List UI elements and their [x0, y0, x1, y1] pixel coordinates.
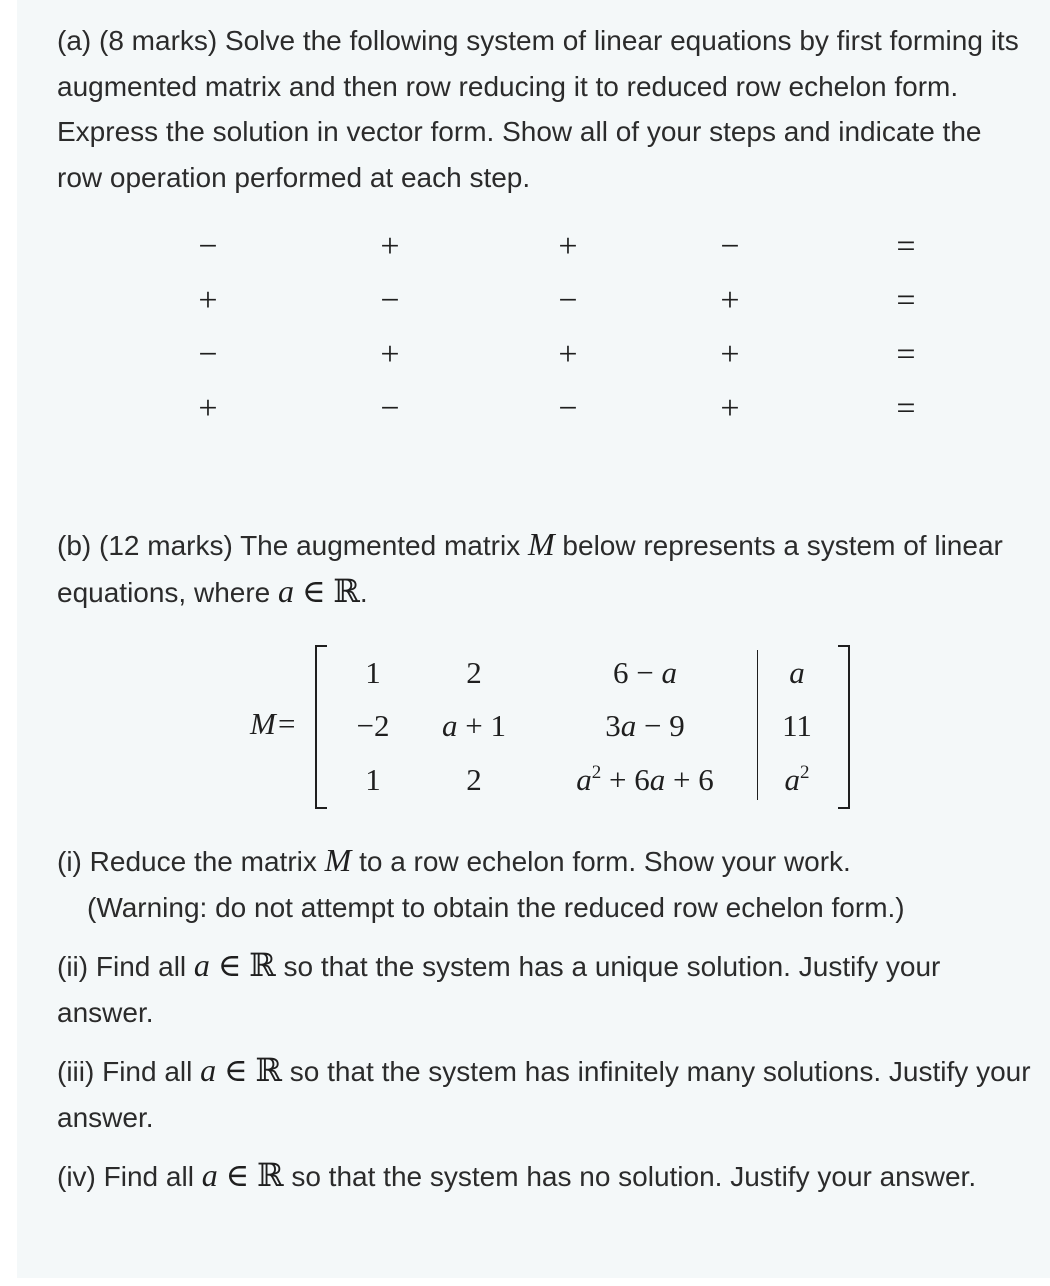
eq-3-s1: −	[198, 336, 218, 373]
variable-a: a	[201, 1157, 218, 1193]
eq-2-s1: +	[198, 282, 218, 319]
reals-symbol: ℝ	[255, 1051, 282, 1089]
matrix-cell-r3-c1: 1	[365, 762, 381, 797]
eq-3-s4: +	[720, 336, 740, 373]
matrix-cell-r3-c2: 2	[466, 762, 482, 797]
part-b-intro: (b) (12 marks) The augmented matrix	[57, 530, 528, 561]
variable-a: a	[193, 947, 210, 983]
eq-2-eq: =	[896, 282, 916, 319]
element-of-symbol: ∈	[217, 946, 242, 984]
variable-a: a	[200, 1052, 217, 1088]
question-iv	[57, 1153, 1032, 1200]
question-iv-end: so that the system has no solution. Justify your answer.	[283, 1161, 977, 1192]
matrix-cell-r2-rhs: 11	[782, 708, 812, 743]
eq-1-s3: +	[558, 228, 578, 265]
eq-4-eq: =	[896, 390, 916, 427]
eq-4-s4: +	[720, 390, 740, 427]
element-of-symbol: ∈	[301, 571, 326, 610]
matrix-symbol: M	[527, 526, 555, 562]
part-b-mid: below represents a system of linear equations, where	[57, 530, 1003, 608]
eq-3-eq: =	[896, 336, 916, 373]
eq-4-s1: +	[198, 390, 218, 427]
variable-a: a	[278, 572, 295, 609]
eq-2-s4: +	[720, 282, 740, 319]
eq-1-s4: −	[720, 228, 740, 265]
reals-symbol: ℝ	[249, 946, 276, 984]
eq-1-eq: =	[896, 228, 916, 265]
matrix-cell-r1-rhs: a	[789, 655, 805, 690]
left-bracket	[315, 645, 327, 809]
part-a-text: (a) (8 marks) Solve the following system of linear equations by first forming its augmented matrix and then row reducing it to reduced row echelon form. Express the solution in vector form. Show all of your steps and indicate the row operation performed at each step.	[57, 25, 1019, 193]
element-of-symbol: ∈	[223, 1051, 248, 1089]
right-bracket	[838, 645, 850, 809]
question-i-warning: (Warning: do not attempt to obtain the reduced row echelon form.)	[87, 891, 905, 923]
period: .	[359, 576, 368, 608]
eq-2-s2: −	[380, 282, 400, 319]
eq-2-s3: −	[558, 282, 578, 319]
eq-1-s1: −	[198, 228, 218, 265]
question-ii-start: (ii) Find all	[57, 951, 194, 982]
question-ii	[57, 943, 1032, 1035]
matrix-cell-r3-rhs: $a^2$	[784, 762, 810, 797]
question-iv-start: (iv) Find all	[57, 1161, 202, 1192]
matrix-cell-r2-c3: 3a − 9	[605, 708, 685, 743]
element-of-symbol: ∈	[225, 1156, 250, 1194]
eq-4-s2: −	[380, 390, 400, 427]
eq-4-s3: −	[558, 390, 578, 427]
question-i-start: (i) Reduce the matrix	[57, 846, 325, 877]
matrix-cell-r2-c2: a + 1	[442, 708, 506, 743]
question-ii-end: so that the system has a unique solution. Justify your answer.	[57, 951, 941, 1028]
eq-3-s2: +	[380, 336, 400, 373]
matrix-cell-r2-c1: −2	[356, 708, 390, 743]
part-b-text	[57, 522, 1032, 615]
matrix-cell-r3-c3: $a^2 + 6a + 6$	[576, 762, 714, 797]
eq-3-s3: +	[558, 336, 578, 373]
reals-symbol: ℝ	[256, 1156, 284, 1194]
matrix-symbol: M	[324, 842, 352, 878]
matrix-cell-r1-c1: 1	[365, 655, 381, 690]
question-i	[57, 838, 1032, 930]
reals-symbol: ℝ	[333, 571, 360, 610]
matrix-cell-r1-c3: 6 − a	[613, 655, 677, 690]
matrix-label: M	[250, 706, 276, 741]
matrix-cell-r1-c2: 2	[466, 655, 482, 690]
eq-1-s2: +	[380, 228, 400, 265]
augment-divider	[757, 650, 758, 800]
question-iii-end: so that the system has infinitely many solutions. Justify your answer.	[57, 1056, 1031, 1133]
question-iii-start: (iii) Find all	[57, 1056, 201, 1087]
question-i-end: to a row echelon form. Show your work.	[351, 846, 851, 877]
question-iii	[57, 1048, 1032, 1140]
matrix-equals: =	[278, 706, 296, 741]
